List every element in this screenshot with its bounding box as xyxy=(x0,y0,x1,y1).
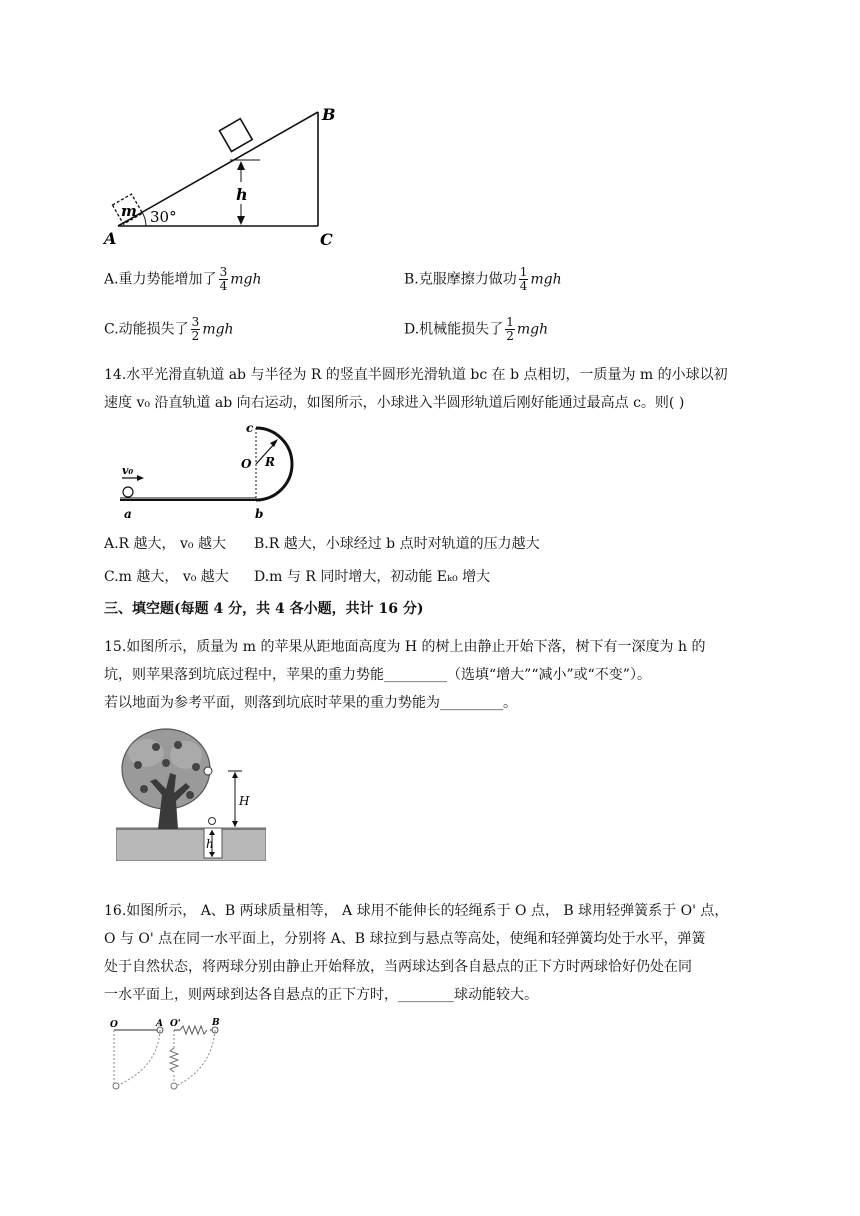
q16-line4: 一水平面上，则两球到达各自悬点的正下方时，________球动能较大。 xyxy=(104,987,538,1003)
label-C: C xyxy=(320,230,333,249)
label-v0: v₀ xyxy=(122,464,134,477)
q14-line1: 14.水平光滑直轨道 ab 与半径为 R 的竖直半圆形光滑轨道 bc 在 b 点相切，一质量为 m 的小球以初 xyxy=(104,367,728,383)
label-B: B xyxy=(212,1018,220,1028)
option-14c: C.m 越大， v₀ 越大 xyxy=(104,569,229,585)
label-c: c xyxy=(246,421,254,435)
option-14d: D.m 与 R 同时增大，初动能 Eₖ₀ 增大 xyxy=(254,569,491,585)
label-O: O xyxy=(241,457,252,471)
label-b: b xyxy=(255,507,264,520)
q14-line2: 速度 v₀ 沿直轨道 ab 向右运动，如图所示，小球进入半圆形轨道后刚好能通过最高点 c。则( ) xyxy=(104,395,685,411)
label-angle: 30° xyxy=(150,208,177,226)
fraction: $\frac{3}{4}$ xyxy=(219,265,228,293)
q16-line3: 处于自然状态，将两球分别由静止开始释放，当两球达到各自悬点的正下方时两球恰好仍处在同 xyxy=(104,959,692,975)
label-h: h xyxy=(206,837,214,851)
fraction: $\frac{3}{2}$ xyxy=(191,315,200,343)
label-B: B xyxy=(322,105,336,124)
fraction: $\frac{1}{4}$ xyxy=(519,265,528,293)
option-13c: C.动能损失了 $\frac{3}{2}$ mgh xyxy=(104,315,234,343)
option-13b: B.克服摩擦力做功 $\frac{1}{4}$ mgh xyxy=(404,265,562,293)
pendulum-spring-figure xyxy=(108,1018,233,1098)
label-h: h xyxy=(236,185,248,204)
q15-line2: 坑，则苹果落到坑底过程中，苹果的重力势能_________（选填“增大”“减小”或“不变”）。 xyxy=(104,667,651,683)
q16-line2: O 与 O' 点在同一水平面上，分别将 A、B 球拉到与悬点等高处，使绳和轻弹簧均处于水平，弹簧 xyxy=(104,931,706,947)
track-figure xyxy=(110,420,310,520)
label-A: A xyxy=(156,1019,163,1029)
section-heading: 三、填空题(每题 4 分，共 4 各小题，共计 16 分) xyxy=(104,601,424,617)
label-H: H xyxy=(239,794,250,808)
q15-line1: 15.如图所示，质量为 m 的苹果从距地面高度为 H 的树上由静止开始下落，树下有一深度为 h 的 xyxy=(104,639,706,655)
label-m: m xyxy=(121,202,137,220)
option-14b: B.R 越大，小球经过 b 点时对轨道的压力越大 xyxy=(254,536,540,552)
label-O-prime: O' xyxy=(170,1019,181,1029)
fraction: $\frac{1}{2}$ xyxy=(506,315,514,343)
label-R: R xyxy=(265,455,275,469)
label-O: O xyxy=(110,1020,118,1030)
option-13a: A.重力势能增加了 $\frac{3}{4}$ mgh xyxy=(104,265,262,293)
apple-tree-figure xyxy=(116,725,266,861)
option-13d: D.机械能损失了 $\frac{1}{2}$ mgh xyxy=(404,315,549,343)
label-a: a xyxy=(124,507,132,520)
q16-line1: 16.如图所示， A、B 两球质量相等， A 球用不能伸长的轻绳系于 O 点， B 球用轻弹簧系于 O' 点， xyxy=(104,903,729,919)
incline-figure xyxy=(100,100,350,250)
label-A: A xyxy=(104,229,117,248)
q15-line3: 若以地面为参考平面，则落到坑底时苹果的重力势能为_________。 xyxy=(104,695,517,711)
option-14a: A.R 越大， v₀ 越大 xyxy=(104,536,226,552)
